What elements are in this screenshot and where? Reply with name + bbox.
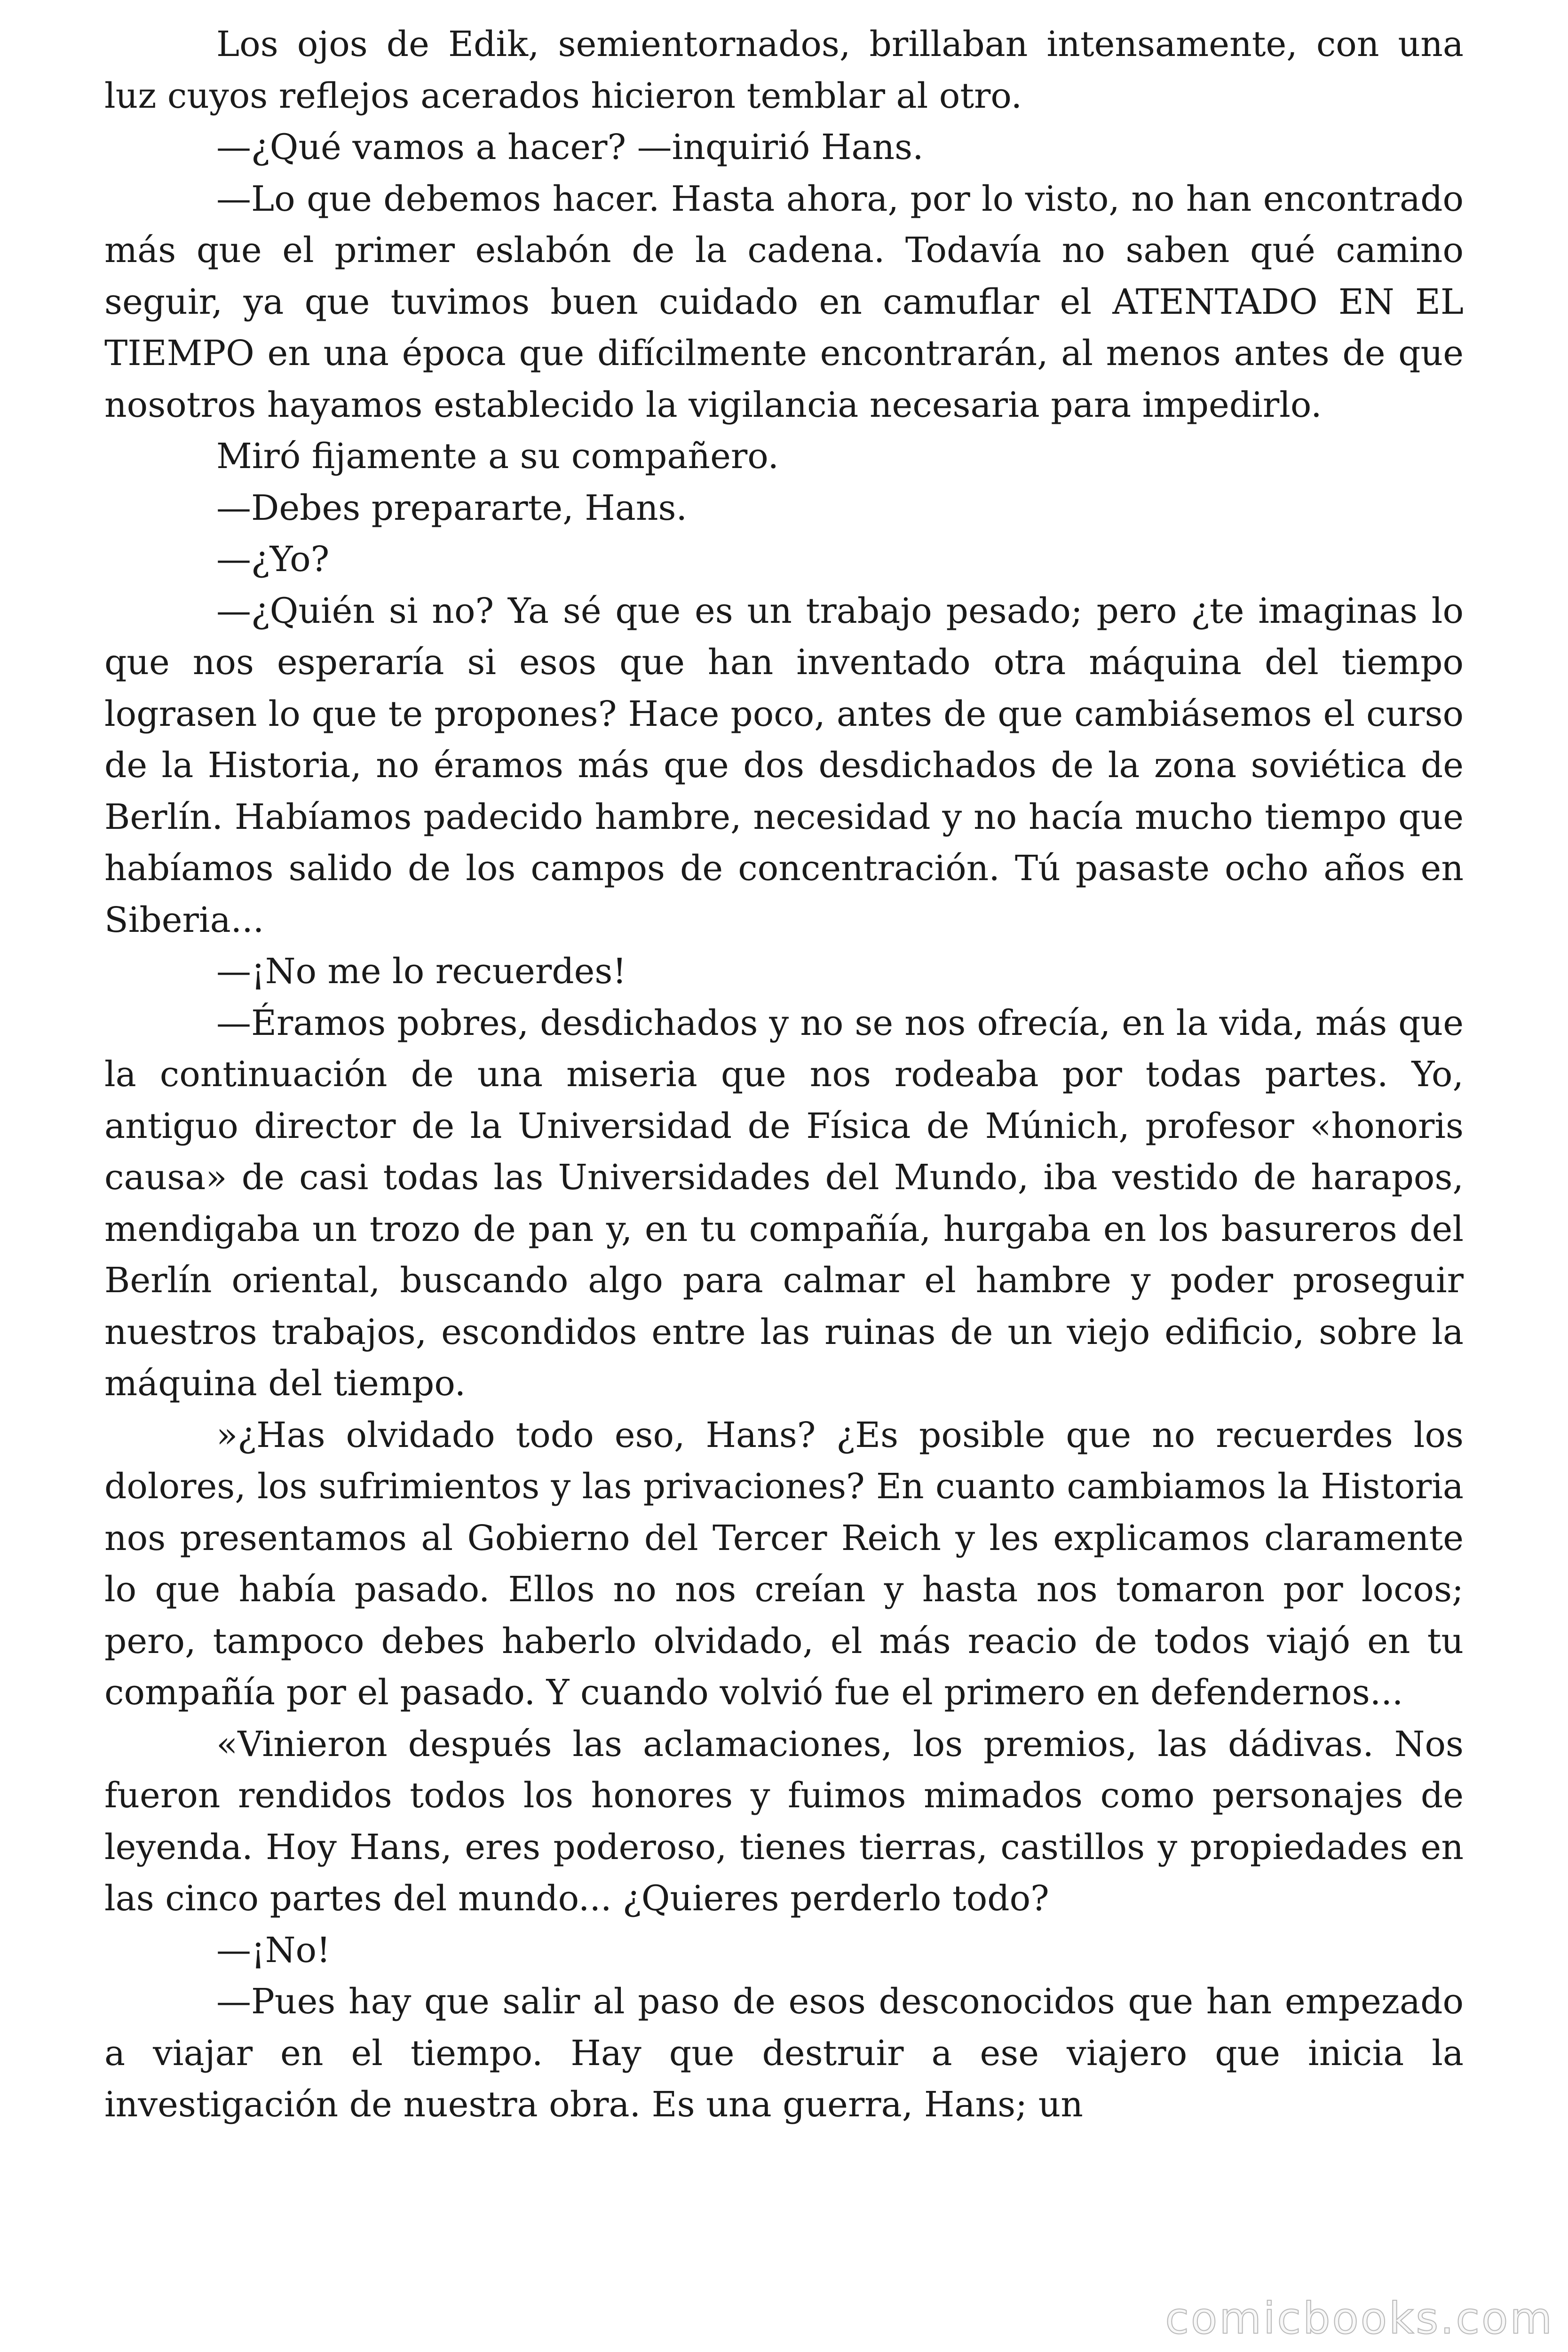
paragraph-2: —¿Qué vamos a hacer? —inquirió Hans. [216,127,924,167]
paragraph-3: —Lo que debemos hacer. Hasta ahora, por lo visto, no han encontrado más que el primer eslabón de la cadena. Todavía no saben qué camino seguir, ya que tuvimos buen cuidado en camuflar el ATENTADO EN EL TIEMPO en una época que difícilmente encontrarán, al menos antes de que nosotros hayamos establecido la vigilancia necesaria para impedirlo. [104,178,1464,425]
paragraph-5: —Debes prepararte, Hans. [216,487,688,528]
paragraph-13: —Pues hay que salir al paso de esos desconocidos que han empezado a viajar en el tiempo. Hay que destruir a ese viajero que inicia la investigación de nuestra obra. Es una guerra, Hans; un [104,1981,1464,2125]
paragraph-11: «Vinieron después las aclamaciones, los premios, las dádivas. Nos fueron rendidos todos los honores y fuimos mimados como personajes de leyenda. Hoy Hans, eres poderoso, tienes tierras, castillos y propiedades en las cinco partes del mundo... ¿Quieres perderlo todo? [104,1724,1464,1919]
paragraph-8: —¡No me lo recuerdes! [216,951,627,992]
paragraph-12: —¡No! [216,1930,331,1971]
paragraph-4: Miró fijamente a su compañero. [216,436,779,477]
paragraph-7: —¿Quién si no? Ya sé que es un trabajo pesado; pero ¿te imaginas lo que nos esperaría si esos que han inventado otra máquina del tiempo lograsen lo que te propones? Hace poco, antes de que cambiásemos el curso de la Historia, no éramos más que dos desdichados de la zona soviética de Berlín. Habíamos padecido hambre, necesidad y no hacía mucho tiempo que habíamos salido de los campos de concentración. Tú pasaste ocho años en Siberia... [104,590,1464,940]
paragraph-6: —¿Yo? [216,539,330,580]
paragraph-9: —Éramos pobres, desdichados y no se nos ofrecía, en la vida, más que la continuación de una miseria que nos rodeaba por todas partes. Yo, antiguo director de la Universidad de Física de Múnich, profesor «honoris causa» de casi todas las Universidades del Mundo, iba vestido de harapos, mendigaba un trozo de pan y, en tu compañía, hurgaba en los basureros del Berlín oriental, buscando algo para calmar el hambre y poder proseguir nuestros trabajos, escondidos entre las ruinas de un viejo edificio, sobre la máquina del tiempo. [104,1002,1464,1404]
watermark: comicbooks.com [1165,2293,1554,2344]
paragraph-1: Los ojos de Edik, semientornados, brillaban intensamente, con una luz cuyos reflejos acerados hicieron temblar al otro. [104,24,1464,116]
paragraph-10: »¿Has olvidado todo eso, Hans? ¿Es posible que no recuerdes los dolores, los sufrimientos y las privaciones? En cuanto cambiamos la Historia nos presentamos al Gobierno del Tercer Reich y les explicamos claramente lo que había pasado. Ellos no nos creían y hasta nos tomaron por locos; pero, tampoco debes haberlo olvidado, el más reacio de todos viajó en tu compañía por el pasado. Y cuando volvió fue el primero en defendernos... [104,1414,1464,1713]
book-page [104,19,1464,2131]
